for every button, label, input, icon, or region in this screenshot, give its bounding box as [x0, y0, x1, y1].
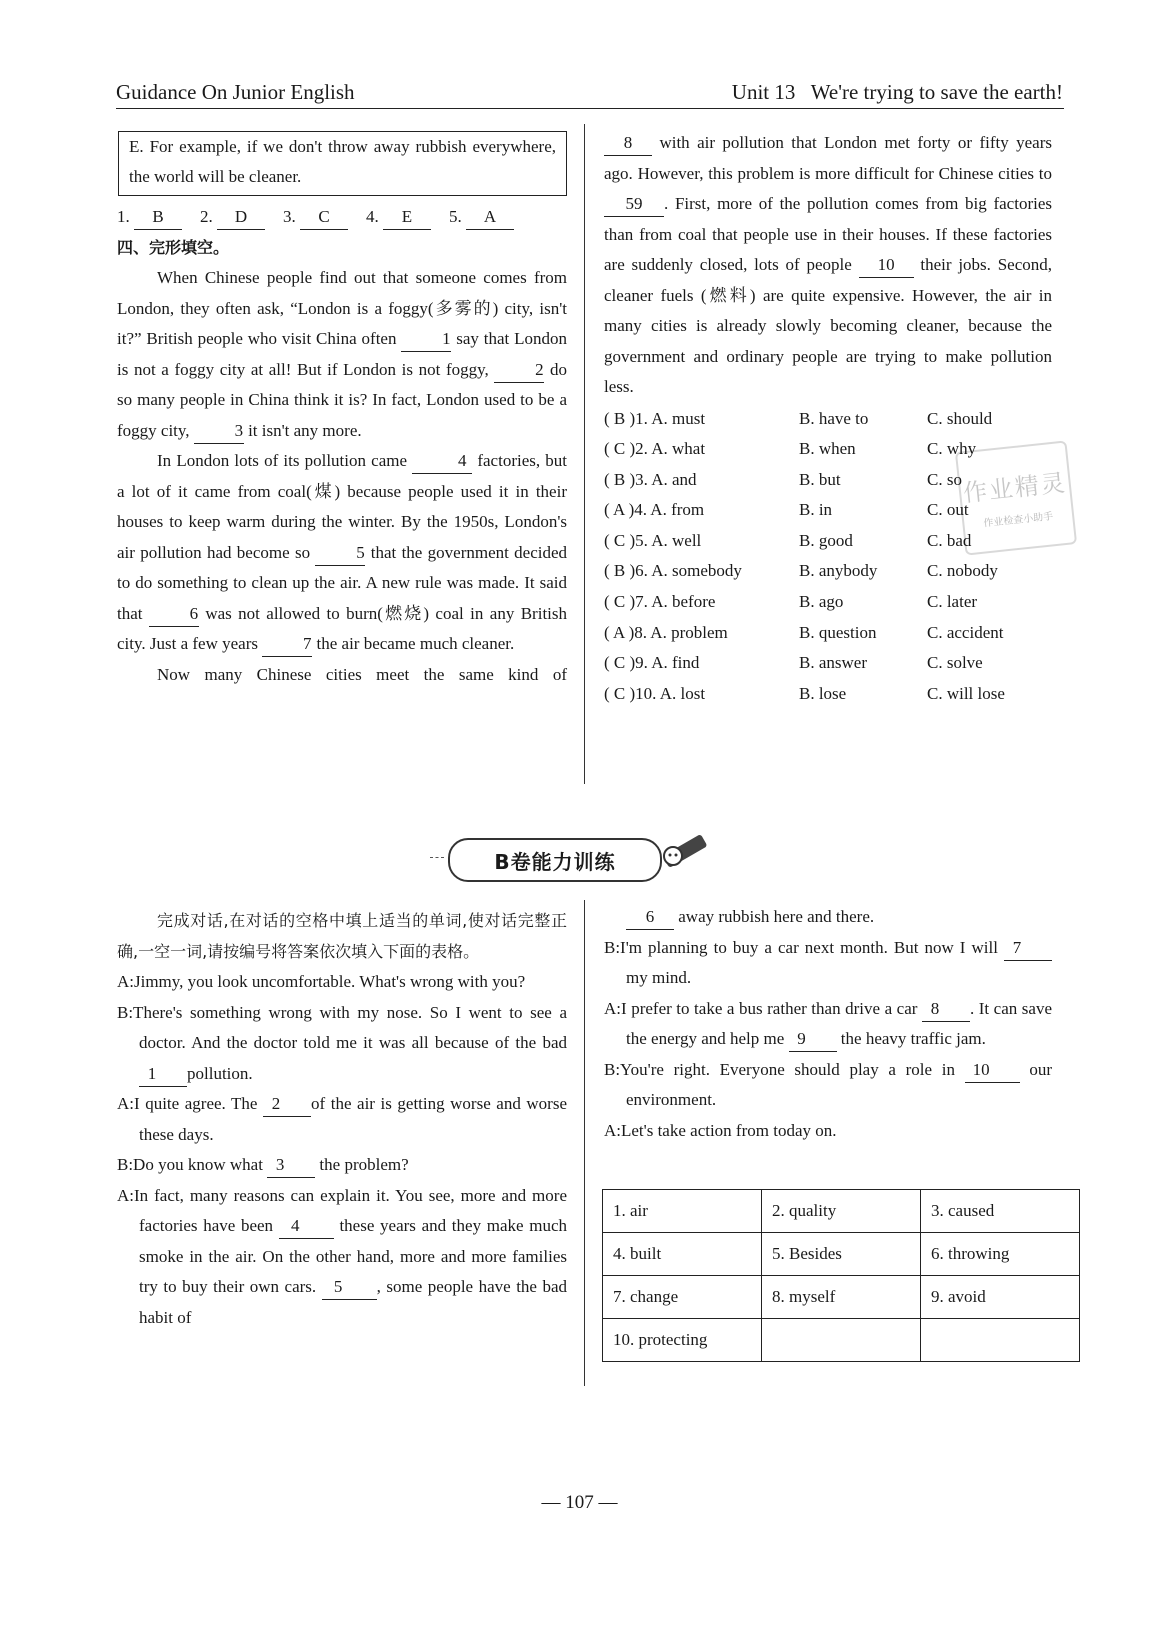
header-rule: [116, 108, 1064, 109]
option-row: ( C )7. A. before B. ago C. later: [604, 592, 978, 612]
table-row: [603, 1190, 1080, 1233]
table-cell: 4. built: [603, 1233, 762, 1276]
dialogue-line: B:You're right. Everyone should play a role in 10 our environment.: [604, 1059, 1053, 1109]
dialogue-blank-4: 4: [279, 1214, 334, 1239]
dialogue-blank-9: 9: [789, 1027, 837, 1052]
dialogue-blank-5: 5: [322, 1275, 377, 1300]
column-divider-top: [584, 124, 585, 784]
pencil-icon: [655, 824, 715, 874]
dialogue-line: B:There's something wrong with my nose. So I went to see a doctor. And the doctor told me it was all because of the bad 1 pollution.: [117, 998, 567, 1090]
paragraph-2: In London lots of its pollution came 4 factories, but a lot of it came from coal(煤) because people used it in their houses to keep warm during the winter. By the 1950s, London's air pollution had become so 5 that the government decided to do something to clean up the air. A new rule was made. It said that 6 was not allowed to burn(燃烧) coal in any British city. Just a few years 7 the air became much cleaner.: [117, 446, 567, 660]
option-row: ( A )8. A. problem B. question C. accident: [604, 622, 1004, 642]
blank-2: 2: [494, 358, 544, 383]
option-row: ( C )2. A. what B. when C. why: [604, 439, 977, 459]
dialogue-line: A:Let's take action from today on.: [604, 1120, 837, 1140]
column-divider-bottom: [584, 900, 585, 1386]
option-row: ( B )1. A. must B. have to C. should: [604, 408, 993, 428]
dialogue-blank-7: 7: [1004, 936, 1052, 961]
paragraph-3-cont: 8 with air pollution that London met forty or fifty years ago. However, this problem is more difficult for Chinese cities to 59 . First, more of the pollution comes from big factories than from coal that people use in their houses. If these factories are suddenly closed, lots of people 10 their jobs. Second, cleaner fuels (燃料) are quite expensive. However, the air in many cities is already slowly becoming cleaner, because the government and ordinary people are trying to make pollution less.: [604, 133, 1053, 396]
table-cell: 9. avoid: [921, 1276, 1080, 1319]
table-cell: 7. change: [603, 1276, 762, 1319]
header-left: Guidance On Junior English: [116, 80, 355, 104]
answer-box: [118, 131, 567, 196]
table-cell: 1. air: [603, 1190, 762, 1233]
section-title: 四、完形填空。: [117, 237, 230, 257]
watermark-stamp: [955, 440, 1077, 555]
answer-item: 2. D: [200, 202, 265, 233]
answer-item: 5. A: [449, 202, 514, 233]
table-cell: [921, 1319, 1080, 1362]
right-column-top: [604, 128, 1052, 709]
dialogue-line: A:I quite agree. The 2 of the air is getting worse and worse these days.: [117, 1094, 567, 1144]
option-row: ( C )5. A. well B. good C. bad: [604, 530, 972, 550]
table-cell: 2. quality: [762, 1190, 921, 1233]
watermark-small-text: 作业检查小助手: [982, 511, 1054, 530]
table-cell: 6. throwing: [921, 1233, 1080, 1276]
option-row: ( C )9. A. find B. answer C. solve: [604, 653, 983, 673]
left-column-bottom: [117, 906, 567, 1333]
blank-7: 7: [262, 632, 312, 657]
dialogue-line: A:I prefer to take a bus rather than drive a car 8 . It can save the energy and help me 9 the heavy traffic jam.: [604, 994, 1052, 1055]
dialogue-line: B:Do you know what 3 the problem?: [117, 1150, 567, 1181]
instructions: 完成对话,在对话的空格中填上适当的单词,使对话完整正确,一空一词,请按编号将答案依次填入下面的表格。: [117, 911, 567, 961]
banner-rule-left: [430, 857, 444, 858]
right-column-bottom: [604, 902, 1052, 1146]
answer-item: 4. E: [366, 202, 431, 233]
table-cell: 3. caused: [921, 1190, 1080, 1233]
answer-item: 3. C: [283, 202, 348, 233]
dialogue-blank-10: 10: [965, 1058, 1020, 1083]
paragraph-3-start: Now many Chinese cities meet the same kind of: [157, 664, 567, 684]
dialogue-blank-8: 8: [922, 997, 970, 1022]
dialogue-blank-2: 2: [263, 1092, 311, 1117]
dialogue-line: 6 away rubbish here and there.: [604, 902, 1052, 933]
answers-row: [117, 202, 567, 233]
table-row: [603, 1319, 1080, 1362]
blank-4: 4: [412, 449, 472, 474]
option-row: ( C )10. A. lost B. lose C. will lose: [604, 683, 1005, 703]
section-b-banner: [448, 838, 662, 882]
blank-3: 3: [194, 419, 244, 444]
table-cell: 10. protecting: [603, 1319, 762, 1362]
watermark-stamp-text: 作业精灵: [961, 468, 1069, 508]
dialogue-line: A:Jimmy, you look uncomfortable. What's wrong with you?: [117, 972, 526, 991]
dialogue-blank-6: 6: [626, 905, 674, 930]
table-row: [603, 1276, 1080, 1319]
page-number: — 107 —: [541, 1492, 618, 1513]
blank-1: 1: [401, 327, 451, 352]
left-column-top: [117, 202, 567, 690]
table-cell: 5. Besides: [762, 1233, 921, 1276]
dialogue-blank-3: 3: [267, 1153, 315, 1178]
option-row: ( B )3. A. and B. but C. so: [604, 469, 962, 489]
answer-table: [602, 1189, 1080, 1362]
blank-6: 6: [149, 602, 199, 627]
blank-9: 59: [604, 192, 664, 217]
banner-title: B卷能力训练: [494, 849, 616, 874]
dialogue-line: B:I'm planning to buy a car next month. But now I will 7 my mind.: [604, 933, 1052, 994]
blank-10: 10: [859, 253, 914, 278]
option-row: ( B )6. A. somebody B. anybody C. nobody: [604, 561, 998, 581]
blank-8: 8: [604, 131, 652, 156]
dialogue-blank-1: 1: [139, 1062, 187, 1087]
option-row: ( A )4. A. from B. in C. out: [604, 500, 969, 520]
table-cell: [762, 1319, 921, 1362]
paragraph-1: When Chinese people find out that someone comes from London, they often ask, “London is a foggy(多雾的) city, isn't it?” British people who visit China often 1 say that London is not a foggy city at all! But if London is not foggy, 2 do so many people in China think it is? In fact, London used to be a foggy city, 3 it isn't any more.: [117, 263, 567, 446]
answer-item: 1. B: [117, 202, 182, 233]
blank-5: 5: [315, 541, 365, 566]
header-right: Unit 13 We're trying to save the earth!: [731, 80, 1063, 104]
answer-box-text: E. For example, if we don't throw away rubbish everywhere, the world will be cleaner.: [129, 137, 556, 186]
table-cell: 8. myself: [762, 1276, 921, 1319]
dialogue-line: A:In fact, many reasons can explain it. You see, more and more factories have been 4 these years and they make much smoke in the air. On the other hand, more and more families try to buy their own cars. 5 , some people have the bad habit of: [117, 1185, 568, 1327]
table-row: [603, 1233, 1080, 1276]
